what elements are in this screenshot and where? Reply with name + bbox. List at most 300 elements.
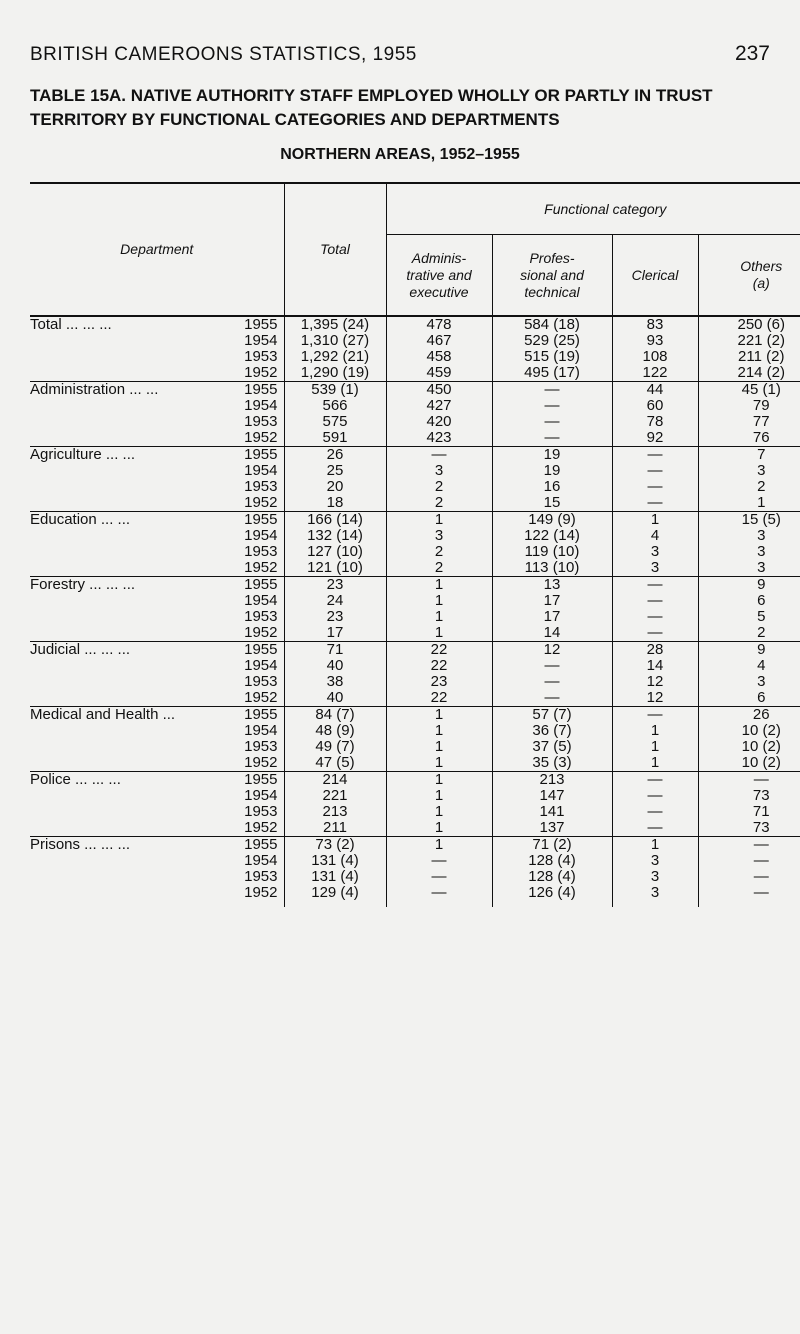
year-label: 1955 [244,641,278,658]
department-cell [30,820,284,837]
table-row [30,804,800,820]
cell-cler: — [612,804,698,820]
cell-cler: 1 [612,837,698,854]
cell-oth: 2 [698,479,800,495]
year-label: 1952 [244,559,278,576]
cell-adm: 1 [386,625,492,642]
cell-oth: — [698,853,800,869]
cell-oth: 2 [698,625,800,642]
year-label: 1953 [244,608,278,625]
cell-cler: 1 [612,755,698,772]
cell-total: 166 (14) [284,512,386,529]
cell-adm: 22 [386,658,492,674]
cell-adm: 1 [386,739,492,755]
department-cell [30,690,284,707]
department-name: Total [30,316,62,333]
page-number: 237 [734,42,770,65]
cell-oth: 10 (2) [698,723,800,739]
year-label: 1953 [244,738,278,755]
cell-prof: 529 (25) [492,333,612,349]
table-row [30,885,800,907]
cell-total: 221 [284,788,386,804]
cell-oth: 3 [698,674,800,690]
cell-cler: — [612,820,698,837]
cell-prof: 16 [492,479,612,495]
cell-oth: 26 [698,707,800,724]
department-cell [30,642,284,659]
department-cell [30,658,284,674]
cell-prof: 19 [492,447,612,464]
cell-adm: 2 [386,544,492,560]
cell-oth: 211 (2) [698,349,800,365]
cell-prof: 137 [492,820,612,837]
year-label: 1954 [244,852,278,869]
table-row [30,512,800,529]
department-cell [30,674,284,690]
cell-adm: 1 [386,772,492,789]
table-row [30,382,800,399]
cell-total: 121 (10) [284,560,386,577]
cell-total: 566 [284,398,386,414]
cell-cler: 12 [612,690,698,707]
department-cell [30,349,284,365]
cell-prof: 119 (10) [492,544,612,560]
cell-oth: 73 [698,820,800,837]
department-cell [30,560,284,577]
cell-prof: 495 (17) [492,365,612,382]
department-name: Judicial ... [30,641,97,658]
year-label: 1955 [244,511,278,528]
table-row [30,349,800,365]
cell-oth: 15 (5) [698,512,800,529]
cell-cler: 83 [612,316,698,333]
department-cell [30,333,284,349]
cell-prof: — [492,674,612,690]
dot-leader: ... ... ... [75,771,121,788]
cell-cler: 1 [612,723,698,739]
column-header-clerical: Clerical [612,235,698,317]
table-row [30,658,800,674]
table-title: TABLE 15A. NATIVE AUTHORITY STAFF EMPLOYED WHOLLY OR PARTLY IN TRUST TERRITORY BY FUNCTIONAL CATEGORIES AND DEPARTMENTS [30,86,713,129]
cell-adm: 459 [386,365,492,382]
department-cell [30,869,284,885]
cell-oth: — [698,885,800,907]
year-label: 1952 [244,689,278,706]
cell-total: 40 [284,658,386,674]
department-cell [30,495,284,512]
cell-prof: 128 (4) [492,853,612,869]
table-row [30,739,800,755]
cell-cler: — [612,788,698,804]
cell-adm: 427 [386,398,492,414]
cell-total: 1,310 (27) [284,333,386,349]
cell-adm: 2 [386,560,492,577]
cell-prof: 36 (7) [492,723,612,739]
cell-adm: 1 [386,593,492,609]
cell-prof: 17 [492,609,612,625]
cell-adm: — [386,885,492,907]
cell-total: 127 (10) [284,544,386,560]
table-row [30,820,800,837]
table-row [30,577,800,594]
cell-adm: 450 [386,382,492,399]
department-cell [30,853,284,869]
cell-prof: 35 (3) [492,755,612,772]
table-row [30,674,800,690]
cell-oth: 6 [698,690,800,707]
cell-oth: 79 [698,398,800,414]
cell-oth: — [698,772,800,789]
table-row [30,837,800,854]
year-label: 1952 [244,429,278,446]
column-header-total: Total [284,183,386,316]
year-label: 1952 [244,754,278,771]
table-row [30,755,800,772]
cell-cler: — [612,625,698,642]
table-row [30,333,800,349]
year-label: 1953 [244,478,278,495]
cell-cler: 14 [612,658,698,674]
cell-total: 1,292 (21) [284,349,386,365]
cell-cler: 122 [612,365,698,382]
table-row [30,495,800,512]
table-row [30,707,800,724]
cell-cler: 28 [612,642,698,659]
year-label: 1952 [244,494,278,511]
cell-oth: 3 [698,560,800,577]
department-cell [30,788,284,804]
cell-oth: 250 (6) [698,316,800,333]
staff-table [30,182,800,907]
dot-leader: ... ... [129,381,159,398]
department-cell [30,885,284,907]
table-row [30,398,800,414]
cell-total: 20 [284,479,386,495]
cell-adm: 1 [386,707,492,724]
cell-adm: 1 [386,577,492,594]
department-cell [30,447,284,464]
cell-adm: 1 [386,512,492,529]
cell-prof: — [492,658,612,674]
cell-total: 84 (7) [284,707,386,724]
year-label: 1953 [244,868,278,885]
dot-leader: ... ... [105,576,136,593]
department-cell [30,382,284,399]
cell-adm: 423 [386,430,492,447]
cell-total: 132 (14) [284,528,386,544]
cell-adm: 22 [386,690,492,707]
cell-cler: 60 [612,398,698,414]
cell-cler: — [612,772,698,789]
cell-adm: 1 [386,820,492,837]
cell-adm: 2 [386,495,492,512]
cell-oth: 9 [698,642,800,659]
department-cell [30,398,284,414]
table-row [30,869,800,885]
year-label: 1952 [244,624,278,641]
cell-oth: 6 [698,593,800,609]
table-row [30,772,800,789]
cell-oth: 45 (1) [698,382,800,399]
year-label: 1954 [244,527,278,544]
cell-adm: — [386,853,492,869]
department-cell [30,723,284,739]
table-row [30,528,800,544]
cell-oth: — [698,837,800,854]
cell-total: 575 [284,414,386,430]
year-label: 1955 [244,576,278,593]
cell-total: 25 [284,463,386,479]
cell-adm: 2 [386,479,492,495]
department-cell [30,772,284,789]
department-name: Administration [30,381,126,398]
cell-prof: 141 [492,804,612,820]
department-cell [30,837,284,854]
department-cell [30,430,284,447]
cell-adm: 1 [386,788,492,804]
cell-oth: 77 [698,414,800,430]
cell-oth: 3 [698,544,800,560]
cell-cler: 1 [612,512,698,529]
cell-oth: 76 [698,430,800,447]
department-cell [30,739,284,755]
column-header-administrative: Adminis- trative and executive [386,235,492,317]
year-label: 1954 [244,462,278,479]
table-row [30,723,800,739]
department-cell [30,512,284,529]
table-row [30,593,800,609]
cell-total: 17 [284,625,386,642]
cell-prof: 19 [492,463,612,479]
cell-total: 211 [284,820,386,837]
cell-cler: — [612,495,698,512]
cell-total: 18 [284,495,386,512]
cell-total: 24 [284,593,386,609]
cell-total: 48 (9) [284,723,386,739]
column-header-others: Others (a) [698,235,800,317]
year-label: 1954 [244,787,278,804]
cell-total: 47 (5) [284,755,386,772]
cell-adm: 23 [386,674,492,690]
cell-cler: — [612,593,698,609]
cell-cler: 108 [612,349,698,365]
table-row [30,463,800,479]
cell-prof: — [492,398,612,414]
cell-total: 129 (4) [284,885,386,907]
cell-adm: 1 [386,723,492,739]
cell-prof: 15 [492,495,612,512]
cell-oth: 3 [698,463,800,479]
cell-total: 1,290 (19) [284,365,386,382]
cell-total: 23 [284,609,386,625]
cell-cler: 93 [612,333,698,349]
department-cell [30,544,284,560]
year-label: 1955 [244,381,278,398]
year-label: 1955 [244,771,278,788]
cell-cler: — [612,707,698,724]
cell-adm: 420 [386,414,492,430]
cell-adm: 1 [386,804,492,820]
cell-prof: 149 (9) [492,512,612,529]
cell-prof: 14 [492,625,612,642]
dot-leader: ... ... [105,446,136,463]
cell-prof: 213 [492,772,612,789]
cell-prof: 71 (2) [492,837,612,854]
year-label: 1954 [244,332,278,349]
table-row [30,430,800,447]
cell-prof: 37 (5) [492,739,612,755]
cell-prof: 147 [492,788,612,804]
year-label: 1953 [244,803,278,820]
cell-cler: 1 [612,739,698,755]
year-label: 1955 [244,836,278,853]
cell-prof: 126 (4) [492,885,612,907]
cell-prof: 13 [492,577,612,594]
year-label: 1954 [244,657,278,674]
department-name: Medical and Health [30,706,159,723]
cell-adm: 22 [386,642,492,659]
cell-prof: — [492,414,612,430]
cell-oth: 10 (2) [698,755,800,772]
year-label: 1954 [244,397,278,414]
cell-total: 213 [284,804,386,820]
cell-cler: 3 [612,885,698,907]
cell-prof: 113 (10) [492,560,612,577]
dot-leader: ... ... [100,641,131,658]
dot-leader: ... ... [100,836,131,853]
cell-cler: 3 [612,853,698,869]
cell-adm: — [386,447,492,464]
dot-leader: ... ... ... [65,316,112,333]
cell-total: 38 [284,674,386,690]
table-row [30,365,800,382]
year-label: 1952 [244,884,278,901]
cell-adm: 1 [386,755,492,772]
table-body [30,316,800,907]
cell-prof: 17 [492,593,612,609]
department-cell [30,593,284,609]
year-label: 1955 [244,446,278,463]
department-name: Education [30,511,97,528]
cell-oth: 71 [698,804,800,820]
cell-total: 131 (4) [284,869,386,885]
cell-cler: 3 [612,869,698,885]
dot-leader: ... [162,706,176,723]
cell-prof: 128 (4) [492,869,612,885]
cell-oth: 221 (2) [698,333,800,349]
cell-cler: 3 [612,544,698,560]
cell-cler: 3 [612,560,698,577]
cell-cler: 4 [612,528,698,544]
cell-oth: 4 [698,658,800,674]
cell-total: 1,395 (24) [284,316,386,333]
department-name: Forestry ... [30,576,102,593]
cell-prof: — [492,690,612,707]
cell-total: 539 (1) [284,382,386,399]
table-row [30,414,800,430]
cell-total: 591 [284,430,386,447]
year-label: 1954 [244,592,278,609]
department-cell [30,528,284,544]
cell-prof: — [492,430,612,447]
cell-adm: 478 [386,316,492,333]
cell-total: 131 (4) [284,853,386,869]
running-title: BRITISH CAMEROONS STATISTICS, 1955 [30,44,417,65]
table-row [30,447,800,464]
cell-adm: 1 [386,837,492,854]
year-label: 1952 [244,364,278,381]
column-header-department: Department [30,183,284,316]
table-row [30,853,800,869]
year-label: 1953 [244,543,278,560]
table-subtitle: NORTHERN AREAS, 1952–1955 [280,146,520,163]
department-name: Prisons ... [30,836,97,853]
department-name: Police [30,771,71,788]
cell-total: 73 (2) [284,837,386,854]
department-cell [30,577,284,594]
cell-adm: 3 [386,528,492,544]
department-cell [30,609,284,625]
table-row [30,479,800,495]
cell-oth: 214 (2) [698,365,800,382]
cell-cler: — [612,609,698,625]
year-label: 1952 [244,819,278,836]
cell-total: 23 [284,577,386,594]
cell-cler: — [612,463,698,479]
cell-adm: 467 [386,333,492,349]
department-cell [30,365,284,382]
department-cell [30,625,284,642]
cell-cler: 92 [612,430,698,447]
cell-prof: 12 [492,642,612,659]
cell-cler: — [612,577,698,594]
department-cell [30,479,284,495]
year-label: 1955 [244,706,278,723]
table-row [30,690,800,707]
cell-total: 49 (7) [284,739,386,755]
cell-cler: — [612,479,698,495]
cell-adm: — [386,869,492,885]
year-label: 1953 [244,673,278,690]
cell-total: 40 [284,690,386,707]
cell-adm: 458 [386,349,492,365]
year-label: 1955 [244,316,278,333]
column-header-functional-category: Functional category [386,183,800,235]
table-row [30,788,800,804]
cell-cler: 78 [612,414,698,430]
cell-adm: 1 [386,609,492,625]
cell-oth: 1 [698,495,800,512]
cell-prof: — [492,382,612,399]
cell-prof: 122 (14) [492,528,612,544]
column-header-professional: Profes- sional and technical [492,235,612,317]
cell-oth: 7 [698,447,800,464]
table-row [30,625,800,642]
table-row [30,544,800,560]
dot-leader: ... ... [100,511,131,528]
cell-prof: 584 (18) [492,316,612,333]
cell-oth: 10 (2) [698,739,800,755]
cell-cler: — [612,447,698,464]
department-name: Agriculture [30,446,102,463]
cell-cler: 12 [612,674,698,690]
cell-oth: 3 [698,528,800,544]
cell-prof: 57 (7) [492,707,612,724]
table-row [30,560,800,577]
cell-oth: — [698,869,800,885]
cell-oth: 5 [698,609,800,625]
running-header [30,42,770,66]
